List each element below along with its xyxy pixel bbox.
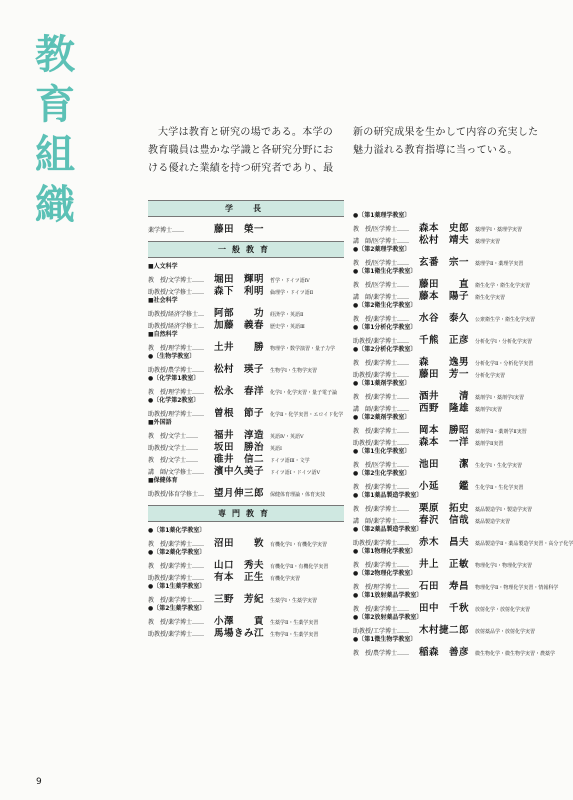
page-title-char: 組 (35, 132, 75, 178)
faculty-row (148, 271, 344, 283)
faculty-position: 教 授/薬学博士…… (353, 394, 410, 401)
category-heading: ●〔化学第1教室〕 (148, 375, 200, 382)
faculty-subjects: 生化学Ⅰ・生化学実習 (475, 463, 522, 469)
faculty-row (148, 361, 344, 373)
category-heading: ●〔第1衛生化学教室〕 (353, 268, 417, 275)
faculty-subjects: 分析化学Ⅰ・分析化学実習 (475, 339, 532, 345)
category-heading: ●〔第1生薬学教室〕 (148, 583, 206, 590)
faculty-row (353, 534, 573, 548)
faculty-name: 玄番 宗一 (419, 257, 470, 268)
faculty-subjects: 物理学・数学演習・量子力学 (270, 346, 336, 352)
faculty-name: 小延 鑑 (419, 481, 470, 492)
faculty-subjects: 放射化学・放射化学実習 (475, 607, 531, 613)
faculty-position: 教 授/薬学博士…… (353, 360, 410, 367)
faculty-row (353, 456, 549, 468)
faculty-position: 教 授/文学士…… (148, 457, 199, 464)
faculty-name: 藤田 榮一 (214, 224, 265, 235)
faculty-subjects: 化学Ⅱ・化学実習・エロイド化学 (270, 412, 344, 418)
faculty-subjects: 薬剤学Ⅱ・薬剤学Ⅱ実習 (475, 429, 527, 435)
faculty-row (148, 221, 344, 233)
category-heading: ●〔第2分析化学教室〕 (353, 346, 417, 353)
faculty-name: 望月伸三郎 (214, 488, 265, 499)
faculty-subjects: 物理化学Ⅱ・物理化学実習・情報科学 (475, 585, 559, 591)
faculty-name: 松村 瑛子 (214, 364, 265, 375)
faculty-name: 藤本 陽子 (419, 291, 470, 302)
faculty-name: 小澤 貢 (214, 616, 265, 627)
faculty-name: 阿部 功 (214, 308, 265, 319)
faculty-row (353, 422, 549, 434)
faculty-row (353, 434, 549, 446)
faculty-position: 教 授/薬学博士…… (353, 562, 410, 569)
faculty-name: 酒井 清 (419, 391, 470, 402)
faculty-subjects: 倫理学・ドイツ語Ⅱ (270, 290, 314, 296)
category-heading: ●〔第2薬化学教室〕 (148, 549, 206, 556)
faculty-row (353, 512, 549, 524)
faculty-name: 栗原 拓史 (419, 503, 470, 514)
faculty-name: 三野 芳紀 (214, 594, 265, 605)
faculty-row (148, 283, 344, 295)
faculty-subjects: 薬品製造学Ⅰ・製造学実習 (475, 507, 532, 513)
faculty-subjects: 薬剤学Ⅰ・薬剤学Ⅰ実習 (475, 395, 524, 401)
faculty-subjects: 有機化学実習 (270, 576, 301, 582)
faculty-row (148, 451, 344, 463)
faculty-name: 曽根 節子 (214, 408, 265, 419)
faculty-position: 講 師/文学修士…… (148, 469, 205, 476)
faculty-name: 馬場きみ江 (214, 628, 265, 639)
faculty-position: 教 授/文学博士…… (148, 277, 205, 284)
faculty-subjects: 微生物化学・微生物学実習・農薬学 (475, 651, 556, 657)
category-heading: ●〔第1放射薬品学教室〕 (353, 592, 423, 599)
faculty-row (148, 317, 344, 329)
category-heading: ●〔第2衛生化学教室〕 (353, 302, 417, 309)
faculty-subjects: 生物学Ⅰ・生物学実習 (270, 368, 317, 374)
faculty-row (148, 383, 344, 395)
faculty-name: 森本 史郎 (419, 223, 470, 234)
faculty-row (353, 400, 549, 412)
faculty-position: 教 授/薬学博士…… (148, 563, 205, 570)
faculty-subjects: 薬剤学Ⅱ実習 (475, 441, 504, 447)
faculty-position: 助教授/薬学博士…… (148, 575, 205, 582)
faculty-subjects: 生薬学Ⅰ・生薬学実習 (270, 598, 317, 604)
intro-text-right: 新の研究成果を生かして内容の充実した魅力溢れる教育指導に当っている。 (353, 127, 539, 156)
category-heading: ●〔第2物理化学教室〕 (353, 570, 417, 577)
faculty-row (353, 622, 549, 634)
faculty-row (353, 354, 549, 366)
faculty-subjects: ドイツ語Ⅲ・文学 (270, 458, 310, 464)
page-number: 9 (36, 777, 42, 787)
faculty-position: 助教授/理学博士…… (148, 411, 205, 418)
faculty-subjects: 公衆衛生学・衛生化学実習 (475, 317, 536, 323)
faculty-row (353, 310, 549, 322)
faculty-row (148, 535, 344, 547)
faculty-position: 助教授/文学修士…… (148, 289, 205, 296)
faculty-subjects: 生物学Ⅱ・生薬学実習 (270, 632, 319, 638)
faculty-position: 教 授/文学士…… (148, 433, 199, 440)
faculty-row (148, 557, 344, 569)
faculty-position: 講 師/薬学博士…… (353, 406, 410, 413)
faculty-name: 沼田 敦 (214, 538, 265, 549)
faculty-name: 松永 春洋 (214, 386, 265, 397)
category-heading: ●〔化学第2教室〕 (148, 397, 200, 404)
faculty-position: 教 授/薬学博士…… (148, 541, 205, 548)
faculty-row (353, 276, 549, 288)
faculty-name: 坂田 勝治 (214, 442, 265, 453)
section-header: 専門教育 (148, 505, 344, 522)
faculty-row (148, 485, 344, 497)
section-header: 学 長 (148, 200, 344, 217)
faculty-name: 松村 靖夫 (419, 235, 470, 246)
category-heading: ●〔第1生化学教室〕 (353, 448, 411, 455)
faculty-subjects: 英語Ⅰ (270, 446, 282, 452)
section-header: 一般教育 (148, 241, 344, 258)
faculty-subjects: ドイツ語Ⅰ・ドイツ語Ⅴ (270, 470, 321, 476)
faculty-subjects: 薬品製造学Ⅱ・薬品製造学実習・高分子化学 (475, 541, 573, 547)
faculty-row (148, 613, 344, 625)
faculty-position: 教 授/理学博士…… (353, 584, 410, 591)
faculty-name: 森下 利明 (214, 286, 265, 297)
faculty-position: 講 師/薬学博士…… (353, 294, 410, 301)
faculty-position: 教 授/理学博士…… (148, 389, 205, 396)
faculty-position: 教 授/薬学博士…… (353, 428, 410, 435)
faculty-name: 西野 隆雄 (419, 403, 470, 414)
category-heading: ●〔第2生化学教室〕 (353, 470, 411, 477)
faculty-position: 教 授/薬学博士…… (148, 619, 205, 626)
category-heading: ●〔第2生薬学教室〕 (148, 605, 206, 612)
faculty-position: 薬学博士…… (148, 227, 185, 234)
category-heading: ●〔第1微生物学教室〕 (353, 636, 417, 643)
faculty-name: 水谷 泰久 (419, 313, 470, 324)
faculty-name: 堀田 輝明 (214, 274, 265, 285)
category-heading: ●〔第2薬剤学教室〕 (353, 414, 411, 421)
faculty-row (148, 405, 344, 417)
faculty-subjects: 有機化学Ⅰ・有機化学実習 (270, 542, 327, 548)
faculty-row (353, 366, 549, 378)
faculty-name: 赤木 昌夫 (419, 537, 470, 548)
faculty-subjects: 薬理学実習 (475, 239, 501, 245)
faculty-position: 助教授/薬学博士…… (353, 372, 410, 379)
faculty-position: 教 授/医学博士…… (353, 260, 410, 267)
faculty-position: 助教授/薬学博士…… (353, 440, 410, 447)
faculty-row (353, 500, 549, 512)
category-heading: ■保健体育 (148, 477, 178, 484)
category-heading: ■自然科学 (148, 331, 178, 338)
faculty-row (353, 254, 549, 266)
faculty-position: 教 授/薬学博士…… (148, 597, 205, 604)
faculty-row (353, 388, 549, 400)
category-heading: ●〔第1薬理学教室〕 (353, 212, 411, 219)
faculty-column-right (353, 210, 573, 658)
faculty-name: 千熊 正彦 (419, 335, 470, 346)
faculty-position: 助教授/薬学博士…… (148, 631, 205, 638)
faculty-position: 講 師/薬学博士…… (353, 518, 410, 525)
category-heading: ●〔第2薬品製造学教室〕 (353, 526, 423, 533)
faculty-position: 教 授/理学博士…… (148, 345, 205, 352)
faculty-position: 教 授/薬学博士…… (353, 484, 410, 491)
faculty-subjects: 分析化学実習 (475, 373, 506, 379)
faculty-position: 助教授/文学士…… (148, 445, 199, 452)
faculty-row (353, 288, 549, 300)
faculty-name: 土井 勝 (214, 342, 265, 353)
faculty-name: 森本 一洋 (419, 437, 470, 448)
faculty-name: 石田 寿昌 (419, 581, 470, 592)
faculty-row (148, 439, 344, 451)
faculty-subjects: 化学Ⅰ・化学実習・量子電子論 (270, 390, 337, 396)
faculty-subjects: 英語Ⅳ・英語Ⅴ (270, 434, 304, 440)
page-title (33, 30, 77, 230)
category-heading: ●〔第1薬品製造学教室〕 (353, 492, 423, 499)
faculty-subjects: 哲学・ドイツ語Ⅳ (270, 278, 310, 284)
faculty-position: 教 授/農学博士…… (353, 650, 410, 657)
faculty-position: 助教授/薬学博士…… (353, 540, 410, 547)
faculty-subjects: 生化学Ⅱ・生化学実習 (475, 485, 524, 491)
faculty-name: 福井 淳造 (214, 430, 265, 441)
category-heading: ●〔第1薬剤学教室〕 (353, 380, 411, 387)
faculty-subjects: 歴史学・英語Ⅲ (270, 324, 305, 330)
faculty-position: 助教授/工学博士…… (353, 628, 410, 635)
faculty-row (353, 578, 559, 592)
faculty-row (353, 332, 549, 344)
faculty-subjects: 生薬学Ⅱ・生薬学実習 (270, 620, 319, 626)
faculty-name: 稲森 善彦 (419, 647, 470, 658)
faculty-name: 田中 千秋 (419, 603, 470, 614)
faculty-row (148, 305, 344, 317)
faculty-name: 井上 正敏 (419, 559, 470, 570)
faculty-row (148, 463, 344, 475)
faculty-position: 教 授/医学博士…… (353, 462, 410, 469)
faculty-position: 教 授/薬学博士…… (353, 506, 410, 513)
faculty-subjects: 分析化学Ⅱ・分析化学実習 (475, 361, 534, 367)
faculty-name: 池田 潔 (419, 459, 470, 470)
faculty-name: 山口 秀夫 (214, 560, 265, 571)
faculty-subjects: 保健体育理論・体育実技 (270, 492, 326, 498)
faculty-name: 碓井 信二 (214, 454, 265, 465)
faculty-column-left (148, 200, 344, 637)
faculty-name: 藤田 直 (419, 279, 470, 290)
faculty-name: 濱中久美子 (214, 466, 265, 477)
faculty-position: 教 授/薬学博士…… (353, 316, 410, 323)
faculty-position: 教 授/医学博士…… (353, 282, 410, 289)
faculty-position: 講 師/医学博士…… (353, 238, 410, 245)
faculty-row (148, 427, 344, 439)
faculty-subjects: 薬理学Ⅰ・薬理学実習 (475, 227, 522, 233)
page-title-char: 織 (35, 182, 75, 228)
faculty-subjects: 有機化学Ⅱ・有機化学実習 (270, 564, 329, 570)
category-heading: ●〔第1分析化学教室〕 (353, 324, 417, 331)
page-title-char: 教 (35, 32, 75, 78)
category-heading: ●〔第2放射薬品学教室〕 (353, 614, 423, 621)
faculty-row (148, 591, 344, 603)
faculty-name: 岡本 勝昭 (419, 425, 470, 436)
category-heading: ■外国語 (148, 419, 172, 426)
faculty-row (353, 600, 549, 612)
faculty-position: 助教授/薬学博士…… (353, 338, 410, 345)
faculty-row (353, 478, 549, 490)
intro-text-left: 大学は教育と研究の場である。本学の教育職員は豊かな学識と各研究分野における優れた業績を持つ研究者であり、最 (148, 127, 334, 174)
category-heading: ●〔第1薬化学教室〕 (148, 527, 206, 534)
faculty-position: 助教授/体育学修士… (148, 491, 205, 498)
faculty-row (353, 644, 556, 658)
faculty-subjects: 衛生化学実習 (475, 295, 506, 301)
faculty-subjects: 薬剤学Ⅰ実習 (475, 407, 502, 413)
category-heading: ●〔第1物理化学教室〕 (353, 548, 417, 555)
faculty-subjects: 薬品製造学実習 (475, 519, 511, 525)
category-heading: ●〔第2薬理学教室〕 (353, 246, 411, 253)
faculty-name: 加藤 義春 (214, 320, 265, 331)
faculty-name: 有本 正生 (214, 572, 265, 583)
faculty-subjects: 放射薬品学・放射化学実習 (475, 629, 536, 635)
faculty-subjects: 薬理学Ⅱ・薬理学実習 (475, 261, 524, 267)
page-title-char: 育 (35, 82, 75, 128)
category-heading: ■人文科学 (148, 263, 178, 270)
category-heading: ■社会科学 (148, 297, 178, 304)
faculty-row (148, 569, 344, 581)
faculty-row (353, 556, 549, 568)
faculty-position: 助教授/農学博士…… (148, 367, 205, 374)
faculty-position: 教 授/薬学博士…… (353, 606, 410, 613)
faculty-name: 春沢 信哉 (419, 515, 470, 526)
faculty-name: 森 逸男 (419, 357, 470, 368)
faculty-position: 助教授/経済学修士… (148, 323, 205, 330)
faculty-position: 教 授/医学博士…… (353, 226, 410, 233)
faculty-name: 木村捷二郎 (419, 625, 470, 636)
faculty-row (353, 232, 549, 244)
faculty-position: 助教授/経済学修士… (148, 311, 205, 318)
faculty-row (148, 339, 344, 351)
faculty-name: 藤田 芳一 (419, 369, 470, 380)
faculty-subjects: 物理化学Ⅰ・物理化学実習 (475, 563, 532, 569)
faculty-row (353, 220, 549, 232)
faculty-row (148, 625, 344, 637)
faculty-subjects: 衛生化学・衛生化学実習 (475, 283, 531, 289)
category-heading: ●〔生物学教室〕 (148, 353, 196, 360)
faculty-subjects: 経済学・英語Ⅱ (270, 312, 304, 318)
